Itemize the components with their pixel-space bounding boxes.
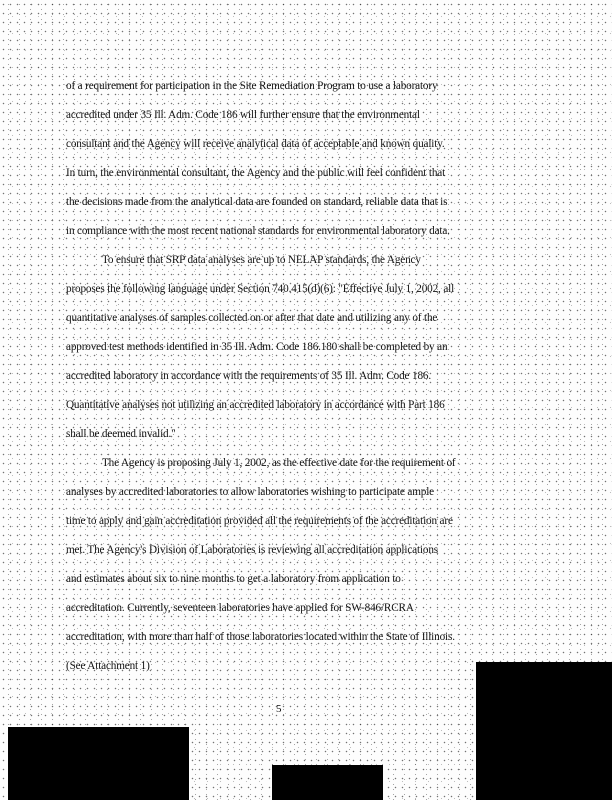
text-line: analyses by accredited laboratories to allow laboratories wishing to participate ample bbox=[66, 486, 434, 498]
text-line: of a requirement for participation in the Site Remediation Program to use a laboratory bbox=[66, 80, 438, 92]
text-line: Quantitative analyses not utilizing an accredited laboratory in accordance with Part 186 bbox=[66, 399, 445, 411]
text-line: accreditation, with more than half of those laboratories located within the State of Illinois. bbox=[66, 631, 455, 643]
text-line: To ensure that SRP data analyses are up to NELAP standards, the Agency bbox=[102, 254, 421, 266]
text-line: quantitative analyses of samples collected on or after that date and utilizing any of the bbox=[66, 312, 438, 324]
text-line: time to apply and gain accreditation provided all the requirements of the accreditation are bbox=[66, 515, 453, 527]
text-line: consultant and the Agency will receive analytical data of acceptable and known quality. bbox=[66, 138, 445, 150]
text-line: The Agency is proposing July 1, 2002, as the effective date for the requirement of bbox=[102, 457, 456, 469]
text-line: accredited under 35 Ill. Adm. Code 186 will further ensure that the environmental bbox=[66, 109, 420, 121]
text-line: and estimates about six to nine months to get a laboratory from application to bbox=[66, 573, 401, 585]
text-line: accreditation. Currently, seventeen laboratories have applied for SW-846/RCRA bbox=[66, 602, 414, 614]
redaction-box bbox=[476, 662, 612, 800]
text-line: shall be deemed invalid." bbox=[66, 428, 176, 440]
text-line: proposes the following language under Section 740.415(d)(6): "Effective July 1, 2002, all bbox=[66, 283, 455, 295]
text-line: the decisions made from the analytical data are founded on standard, reliable data that is bbox=[66, 196, 448, 208]
text-line: In turn, the environmental consultant, the Agency and the public will feel confident that bbox=[66, 167, 446, 179]
text-line: in compliance with the most recent national standards for environmental laboratory data. bbox=[66, 225, 450, 237]
text-line: approved test methods identified in 35 Ill. Adm. Code 186.180 shall be completed by an bbox=[66, 341, 448, 353]
text-line: met. The Agency's Division of Laboratories is reviewing all accreditation applications bbox=[66, 544, 438, 556]
redaction-box bbox=[8, 727, 189, 800]
redaction-box bbox=[272, 765, 383, 800]
text-line: (See Attachment 1) bbox=[66, 660, 150, 672]
page-number: 5 bbox=[276, 703, 282, 715]
text-line: accredited laboratory in accordance with the requirements of 35 Ill. Adm. Code 186. bbox=[66, 370, 431, 382]
